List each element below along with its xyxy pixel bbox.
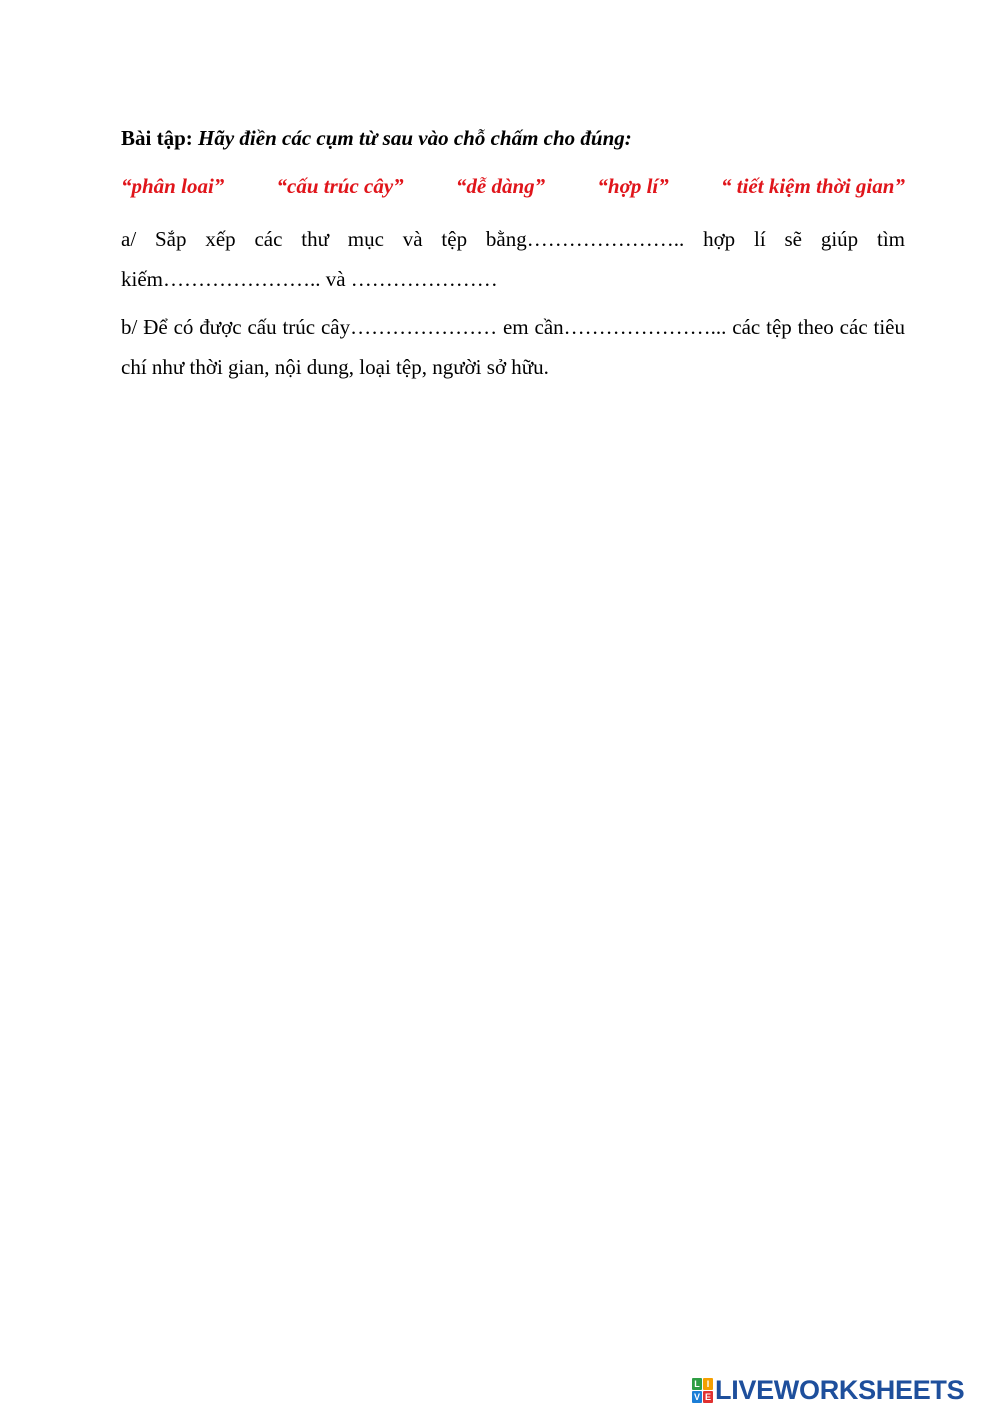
word-bank-item: “hợp lí” <box>597 174 669 198</box>
logo-letter-v: V <box>693 1391 700 1402</box>
exercise-a: a/ Sắp xếp các thư mục và tệp bằng………………….. hợp lí sẽ giúp tìm kiếm………………….. và ………………… <box>121 227 905 291</box>
logo-letter-e: E <box>704 1391 711 1402</box>
exercise-instruction: Hãy điền các cụm từ sau vào chỗ chấm cho đúng: <box>198 126 632 150</box>
word-bank-item: “phân loai” <box>121 174 225 198</box>
liveworksheets-logo <box>692 1376 964 1404</box>
logo-letter-l: L <box>692 1378 702 1390</box>
exercise-heading <box>121 124 905 152</box>
word-bank-item: “cấu trúc cây” <box>276 174 404 198</box>
worksheet-content <box>121 124 905 395</box>
exercise-label: Bài tập: <box>121 126 193 150</box>
logo-letter-i: I <box>703 1378 713 1390</box>
exercise-b: b/ Để có được cấu trúc cây………………… em cần…………………... các tệp theo các tiêu chí như thời gian, nội dung, loại tệp, người sở hữu. <box>121 315 905 379</box>
word-bank-item: “dễ dàng” <box>455 174 546 198</box>
logo-wordmark: LIVEWORKSHEETS <box>715 1375 965 1405</box>
word-bank-item: “ tiết kiệm thời gian” <box>721 174 905 198</box>
live-logo-icon <box>692 1378 713 1403</box>
word-bank <box>121 172 905 200</box>
